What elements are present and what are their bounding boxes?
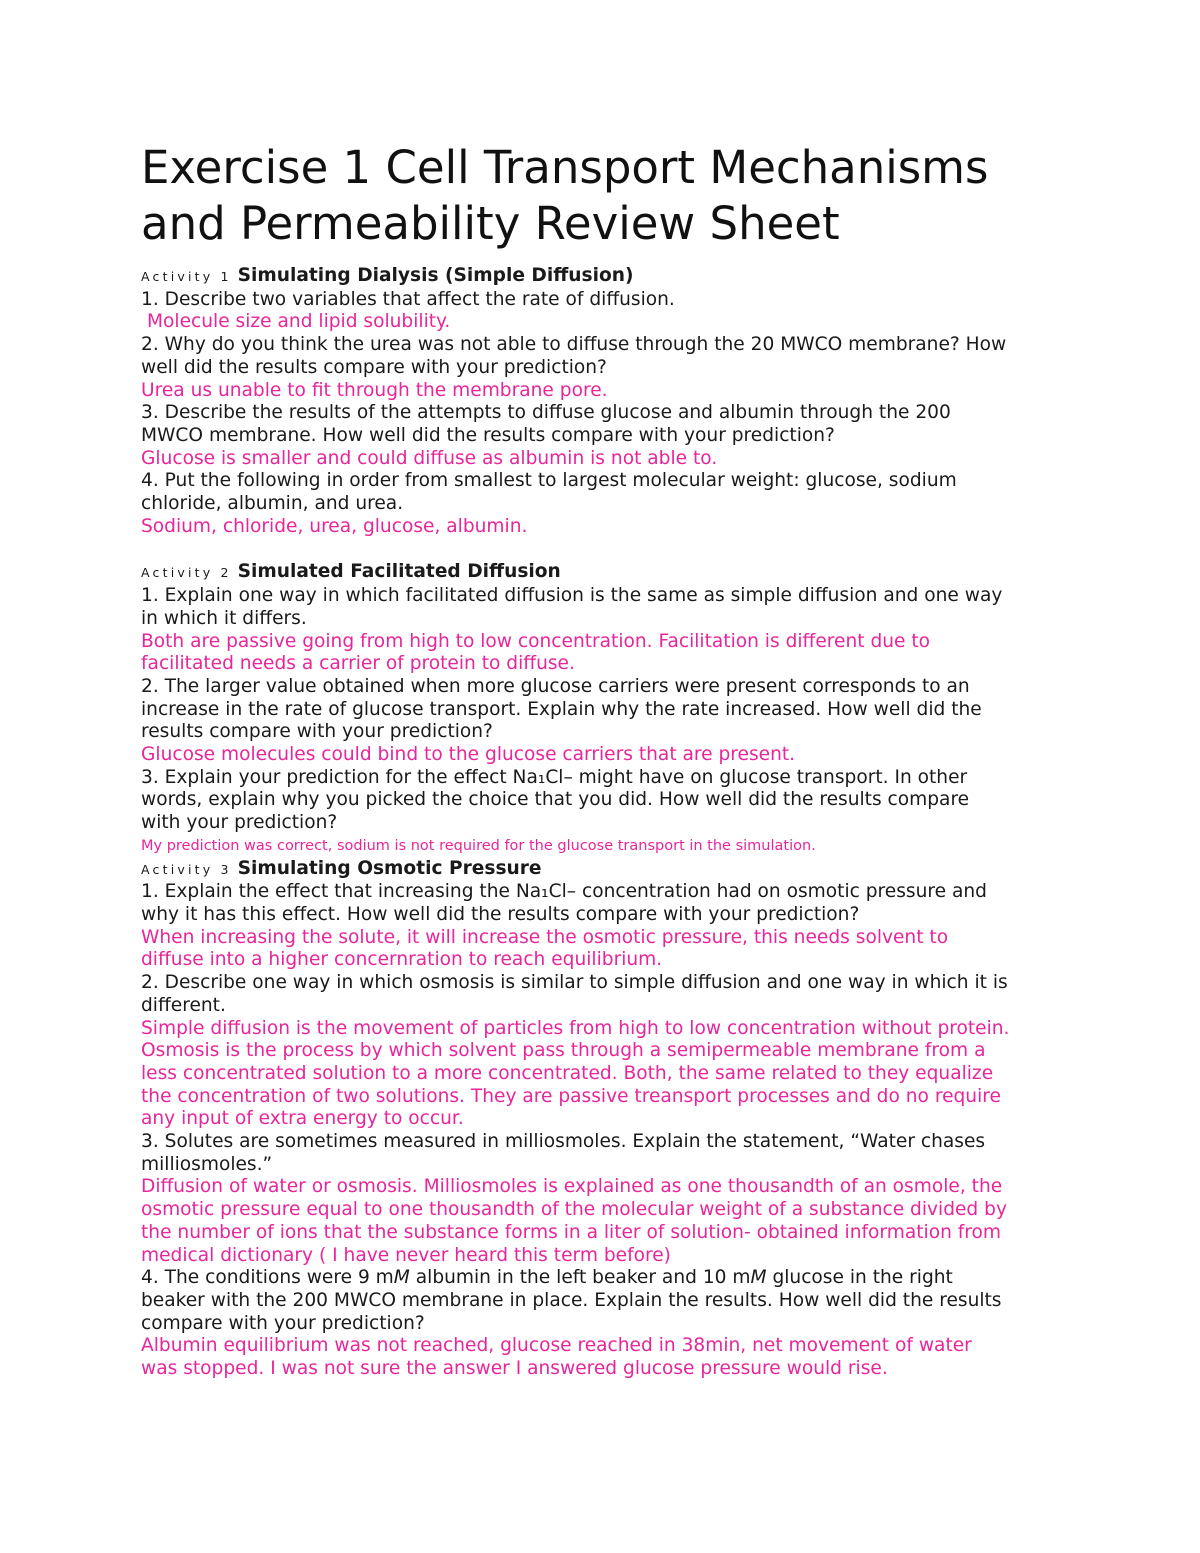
question-text: beaker with the 200 MWCO membrane in place. Explain the results. How well did the results	[141, 1289, 1002, 1311]
page-title	[141, 140, 1101, 252]
activity-heading: Simulated Facilitated Diffusion	[237, 561, 561, 583]
answer-text: Glucose molecules could bind to the glucose carriers that are present.	[141, 744, 796, 766]
answer-text: the concentration of two solutions. They are passive treansport processes and do no require	[141, 1085, 1001, 1107]
question-text: increase in the rate of glucose transport. Explain why the rate increased. How well did the	[141, 698, 982, 720]
activity-heading: Simulating Osmotic Pressure	[237, 857, 542, 879]
answer-text: Glucose is smaller and could diffuse as albumin is not able to.	[141, 447, 718, 469]
answer-text: medical dictionary ( I have never heard this term before)	[141, 1244, 671, 1266]
question-text: 1. Explain the effect that increasing the Na₁Cl– concentration had on osmotic pressure and	[141, 881, 987, 903]
question-fragment: albumin in the left beaker and 10 m	[409, 1267, 751, 1289]
question-text: in which it differs.	[141, 607, 307, 629]
activity-heading: Simulating Dialysis (Simple Diffusion)	[237, 265, 634, 286]
answer-text: was stopped. I was not sure the answer I answered glucose pressure would rise.	[141, 1358, 888, 1380]
activity-3-header	[141, 858, 1101, 882]
question-text: 2. Describe one way in which osmosis is similar to simple diffusion and one way in which it is	[141, 972, 1008, 994]
document-body	[141, 265, 1101, 1381]
answer-text: My prediction was correct, sodium is not required for the glucose transport in the simulation.	[141, 837, 816, 854]
question-text: 1. Explain one way in which facilitated diffusion is the same as simple diffusion and one way	[141, 585, 1003, 607]
answer-text: Albumin equilibrium was not reached, glucose reached in 38min, net movement of water	[141, 1335, 972, 1357]
question-text: results compare with your prediction?	[141, 721, 493, 743]
question-text: well did the results compare with your prediction?	[141, 356, 607, 378]
activity-2-header	[141, 561, 1101, 585]
question-text: 2. The larger value obtained when more glucose carriers were present corresponds to an	[141, 675, 970, 697]
answer-text: any input of extra energy to occur.	[141, 1108, 464, 1130]
question-text	[141, 1267, 1101, 1290]
answer-text: facilitated needs a carrier of protein to diffuse.	[141, 653, 575, 675]
question-text: 3. Explain your prediction for the effect Na₁Cl– might have on glucose transport. In other	[141, 766, 968, 788]
answer-text: Diffusion of water or osmosis. Milliosmoles is explained as one thousandth of an osmole, the	[141, 1176, 1003, 1198]
answer-text: diffuse into a higher concernration to reach equilibrium.	[141, 949, 663, 971]
activity-label: Activity 3	[141, 861, 232, 877]
question-text: 3. Describe the results of the attempts to diffuse glucose and albumin through the 200	[141, 402, 951, 424]
question-text: different.	[141, 994, 226, 1016]
question-text: chloride, albumin, and urea.	[141, 493, 404, 515]
question-fragment: glucose in the right	[766, 1267, 953, 1289]
answer-text: the number of ions that the substance forms in a liter of solution- obtained information from	[141, 1221, 1002, 1243]
question-text: MWCO membrane. How well did the results compare with your prediction?	[141, 424, 835, 446]
activity-label: Activity 2	[141, 565, 232, 581]
answer-text: Simple diffusion is the movement of particles from high to low concentration without protein.	[141, 1017, 1010, 1039]
answer-text: When increasing the solute, it will increase the osmotic pressure, this needs solvent to	[141, 926, 949, 948]
activity-label: Activity 1	[141, 269, 232, 284]
answer-text: Sodium, chloride, urea, glucose, albumin.	[141, 515, 528, 537]
activity-1-header	[141, 265, 1101, 289]
title-line-2: and Permeability Review Sheet	[141, 197, 840, 250]
question-fragment: 4. The conditions were 9 m	[141, 1267, 394, 1289]
answer-text: Urea us unable to fit through the membrane pore.	[141, 379, 608, 401]
question-text: milliosmoles.”	[141, 1153, 273, 1175]
question-text: 2. Why do you think the urea was not able to diffuse through the 20 MWCO membrane? How	[141, 334, 1007, 356]
question-text: 3. Solutes are sometimes measured in milliosmoles. Explain the statement, “Water chases	[141, 1131, 986, 1153]
answer-text: Molecule size and lipid solubility.	[147, 311, 451, 333]
answer-text: Osmosis is the process by which solvent pass through a semipermeable membrane from a	[141, 1040, 986, 1062]
question-text: 1. Describe two variables that affect the rate of diffusion.	[141, 288, 675, 310]
spacer	[141, 538, 1101, 561]
question-text: with your prediction?	[141, 812, 338, 834]
title-line-1: Exercise 1 Cell Transport Mechanisms	[141, 141, 989, 194]
answer-text: Both are passive going from high to low concentration. Facilitation is different due to	[141, 630, 931, 652]
question-text: 4. Put the following in order from smallest to largest molecular weight: glucose, sodium	[141, 470, 957, 492]
question-text: why it has this effect. How well did the results compare with your prediction?	[141, 903, 860, 925]
unit-italic: M	[393, 1267, 410, 1289]
question-text: words, explain why you picked the choice that you did. How well did the results compare	[141, 789, 970, 811]
answer-text: less concentrated solution to a more concentrated. Both, the same related to they equalize	[141, 1062, 994, 1084]
answer-text: osmotic pressure equal to one thousandth of the molecular weight of a substance divided by	[141, 1199, 1007, 1221]
question-text: compare with your prediction?	[141, 1312, 425, 1334]
unit-italic: M	[750, 1267, 767, 1289]
